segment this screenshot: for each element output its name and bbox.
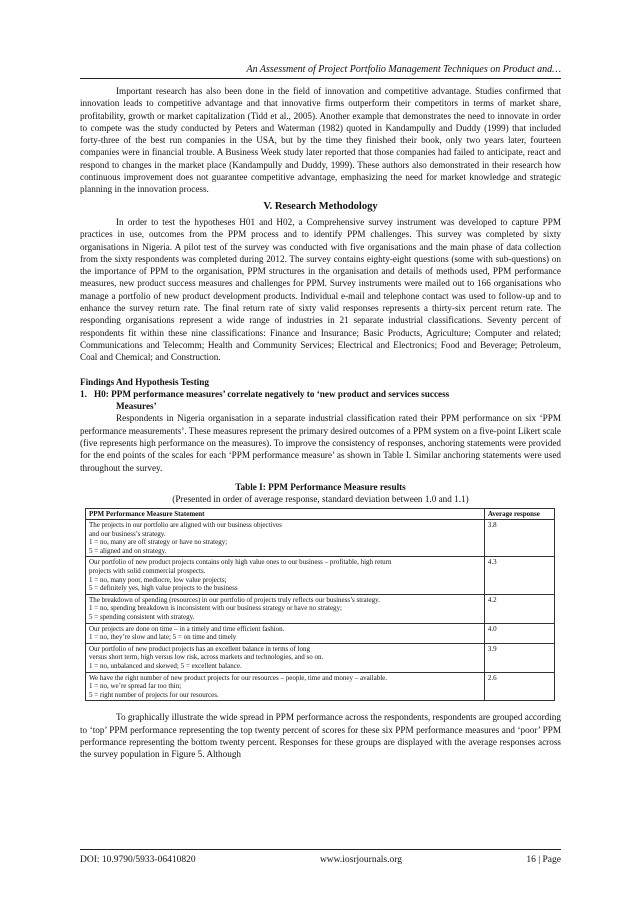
footer-website-link[interactable]: www.iosrjournals.org bbox=[319, 855, 403, 865]
statement-cell bbox=[86, 623, 485, 643]
table-subtitle: (Presented in order of average response, standard deviation between 1.0 and 1.1) bbox=[172, 494, 469, 505]
running-header: An Assessment of Project Portfolio Management Techniques on Product and… bbox=[246, 64, 561, 75]
average-cell: 3.9 bbox=[484, 643, 554, 672]
statement-line: 5 = spending consistent with strategy. bbox=[89, 613, 195, 622]
findings-heading: Findings And Hypothesis Testing bbox=[80, 376, 209, 387]
footer-page-number: 16 | Page bbox=[526, 855, 561, 865]
page-footer bbox=[80, 855, 561, 865]
hypothesis-continuation: Measures’ bbox=[116, 401, 157, 412]
statement-line: and our business’s strategy. bbox=[89, 529, 166, 538]
statement-cell bbox=[86, 643, 485, 672]
paragraph-innovation: Important research has also been done in the field of innovation and competitive advantage. Studies confirmed that innovation leads to competitive advantage and that innovative firms outperform their competitors in terms of market share, profitability, growth or market capitalization (Tidd et al., 2005). Another example that demonstrates the need to innovate in order to compete was the study conducted by Peters and Waterman (1982) quoted in Kandampully and Duddy (1999) that included forty-three of the best run companies in the USA, but by the time they finished their book, only two years later, fourteen companies were in financial trouble. A Business Week study later reported that those companies had failed to anticipate, react and respond to changes in the market place (Kandampully and Duddy, 1999). These authors also demonstrated in their research how continuous improvement does not guarantee competitive advantage, emphasizing the need for market knowledge and strategic planning in the innovation process. bbox=[80, 86, 561, 195]
statement-line: 5 = definitely yes, high value projects to the business bbox=[89, 584, 238, 593]
statement-line: 5 = aligned and on strategy. bbox=[89, 546, 167, 555]
average-cell: 4.3 bbox=[484, 557, 554, 594]
paragraph-figure-intro: To graphically illustrate the wide spread in PPM performance across the respondents, respondents are grouped according to ‘top’ PPM performance representing the top twenty percent of scores for these six PPM performance measures and ‘poor’ PPM performance representing the bottom twenty percent. Responses for these groups are displayed with the average responses across the survey population in Figure 5. Although bbox=[80, 712, 561, 760]
footer-rule bbox=[80, 849, 561, 850]
statement-line: versus short term, high versus low risk, across markets and technologies, and so on. bbox=[89, 653, 324, 662]
paragraph-methodology: In order to test the hypotheses H01 and H02, a Comprehensive survey instrument was developed to capture PPM practices in use, outcomes from the PPM process and to identify PPM challenges. This survey was completed by sixty organisations in Nigeria. A pilot test of the survey was conducted with five organisations and the main phase of data collection from the sixty respondents was completed during 2012. The survey contains eighty-eight questions (some with sub-questions) on the importance of PPM to the organisation, PPM structures in the organisation and details of methods used, PPM performance measures, new product success measures and challenges for PPM. Survey instruments were mailed out to 166 organisations who manage a portfolio of new product development products. Individual e-mail and telephone contact was used to follow-up and to enhance the survey return rate. The final return rate of sixty valid responses represents a thirty-six percent return rate. The responding organisations represent a wide range of industries in 21 separate industrial classifications. Seventy percent of respondents fit within these nine classifications: Finance and Insurance; Basic Products, Agriculture; Computer and related; Communications and Telecomm; Health and Community Services; Electrical and Electronics; Food and Beverage; Petroleum, Coal and Chemical; and Construction. bbox=[80, 216, 561, 363]
statement-line: 1 = no, they’re slow and late; 5 = on time and timely bbox=[89, 633, 237, 642]
table-row bbox=[86, 594, 555, 623]
table-row bbox=[86, 557, 555, 594]
statement-line: Our projects are done on time – in a timely and time efficient fashion. bbox=[89, 624, 285, 633]
statement-cell bbox=[86, 520, 485, 557]
header-statement: PPM Performance Measure Statement bbox=[86, 508, 485, 520]
average-cell: 3.8 bbox=[484, 520, 554, 557]
hypothesis-line bbox=[80, 388, 561, 400]
statement-line: The projects in our portfolio are aligned with our business objectives bbox=[89, 521, 282, 530]
paragraph-respondents: Respondents in Nigeria organisation in a separate industrial classification rated their PPM performance on six ‘PPM performance measurements’. These measures represent the primary desired outcomes of a PPM system on a five-point Likert scale (five represents high performance on the measures). To improve the consistency of responses, anchoring statements were provided for the end points of the scales for each ‘PPM performance measure’ as shown in Table I. Similar anchoring statements were used throughout the survey. bbox=[80, 413, 561, 473]
statement-line: 1 = no, we’re spread far too thin; bbox=[89, 682, 182, 691]
section-title: V. Research Methodology bbox=[263, 200, 378, 212]
statement-line: The breakdown of spending (resources) in our portfolio of projects truly reflects our business’s strategy. bbox=[89, 595, 380, 604]
statement-cell bbox=[86, 594, 485, 623]
statement-line: 1 = no, unbalanced and skewed; 5 = excellent balance. bbox=[89, 662, 242, 670]
header-rule bbox=[80, 78, 561, 79]
average-cell: 2.6 bbox=[484, 672, 554, 701]
statement-line: 1 = no, spending breakdown is inconsistent with our business strategy or have no strategy; bbox=[89, 604, 342, 613]
statement-line: 1 = no, many are off strategy or have no strategy; bbox=[89, 538, 228, 547]
statement-line: projects with solid commercial prospects. bbox=[89, 567, 206, 576]
footer-doi: DOI: 10.9790/5933-06410820 bbox=[80, 855, 196, 865]
table-row bbox=[86, 643, 555, 672]
ppm-measure-table bbox=[85, 508, 555, 702]
hypothesis-text: H0: PPM performance measures’ correlate negatively to ‘new product and services success bbox=[94, 388, 450, 399]
statement-line: We have the right number of new product projects for our resources – people, time and money – available. bbox=[89, 673, 388, 682]
statement-cell bbox=[86, 557, 485, 594]
page-body bbox=[80, 85, 561, 761]
statement-line: Our portfolio of new product projects contains only high value ones to our business – profitable, high return bbox=[89, 558, 392, 567]
statement-line: 5 = right number of projects for our resources. bbox=[89, 690, 219, 699]
header-average: Average response bbox=[484, 508, 554, 520]
hypothesis-number: 1. bbox=[80, 388, 87, 399]
statement-line: 1 = no, many poor, mediocre, low value projects; bbox=[89, 575, 227, 584]
table-title: Table I: PPM Performance Measure results bbox=[235, 481, 406, 492]
average-cell: 4.0 bbox=[484, 623, 554, 643]
table-header-row bbox=[86, 508, 555, 520]
table-row bbox=[86, 520, 555, 557]
statement-line: Our portfolio of new product projects has an excellent balance in terms of long bbox=[89, 644, 311, 653]
average-cell: 4.2 bbox=[484, 594, 554, 623]
table-row bbox=[86, 623, 555, 643]
table-row bbox=[86, 672, 555, 701]
statement-cell bbox=[86, 672, 485, 701]
